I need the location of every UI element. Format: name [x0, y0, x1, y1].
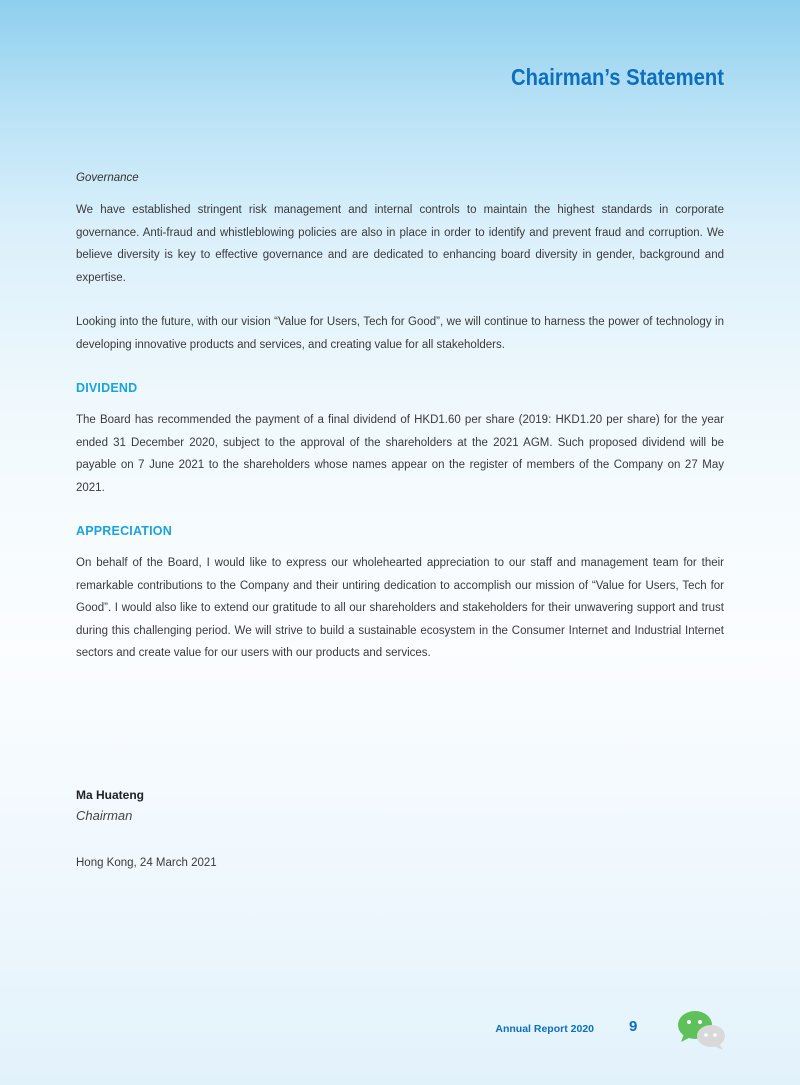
place-and-date: Hong Kong, 24 March 2021 — [76, 857, 217, 869]
governance-subheading: Governance — [76, 172, 139, 184]
dividend-paragraph: The Board has recommended the payment of a final dividend of HKD1.60 per share (2019: HKD1.20 per share) for the year ended 31 December 2020, subject to the approval of the shareholders at the 2021 AGM. Such proposed dividend will be payable on 7 June 2021 to the shareholders whose names appear on the register of members of the Company on 27 May 2021. — [76, 414, 724, 494]
signature-block — [76, 785, 217, 873]
governance-paragraph-2: Looking into the future, with our vision “Value for Users, Tech for Good”, we will continue to harness the power of technology in developing innovative products and services, and creating value for all stakeholders. — [76, 316, 724, 351]
signatory-title: Chairman — [76, 808, 133, 823]
appreciation-paragraph: On behalf of the Board, I would like to express our wholehearted appreciation to our staff and management team for their remarkable contributions to the Company and their untiring dedication to accomplish our mission of “Value for Users, Tech for Good”. I would also like to extend our gratitude to all our shareholders and stakeholders for their unwavering support and trust during this challenging period. We will strive to build a sustainable ecosystem in the Consumer Internet and Industrial Internet sectors and create value for our users with our products and services. — [76, 557, 724, 659]
appreciation-heading: APPRECIATION — [76, 524, 172, 538]
governance-paragraph-1: We have established stringent risk management and internal controls to maintain the highest standards in corporate governance. Anti-fraud and whistleblowing policies are also in place in order to identify and prevent fraud and corruption. We believe diversity is key to effective governance and are dedicated to enhancing board diversity in gender, background and expertise. — [76, 204, 724, 284]
page-number: 9 — [629, 1018, 638, 1035]
page-title: Chairman’s Statement — [511, 64, 724, 90]
footer-report-label: Annual Report 2020 — [495, 1023, 594, 1035]
dividend-heading: DIVIDEND — [76, 381, 138, 395]
wechat-logo-icon — [676, 1008, 728, 1052]
signatory-name: Ma Huateng — [76, 788, 145, 802]
statement-body — [76, 168, 724, 665]
